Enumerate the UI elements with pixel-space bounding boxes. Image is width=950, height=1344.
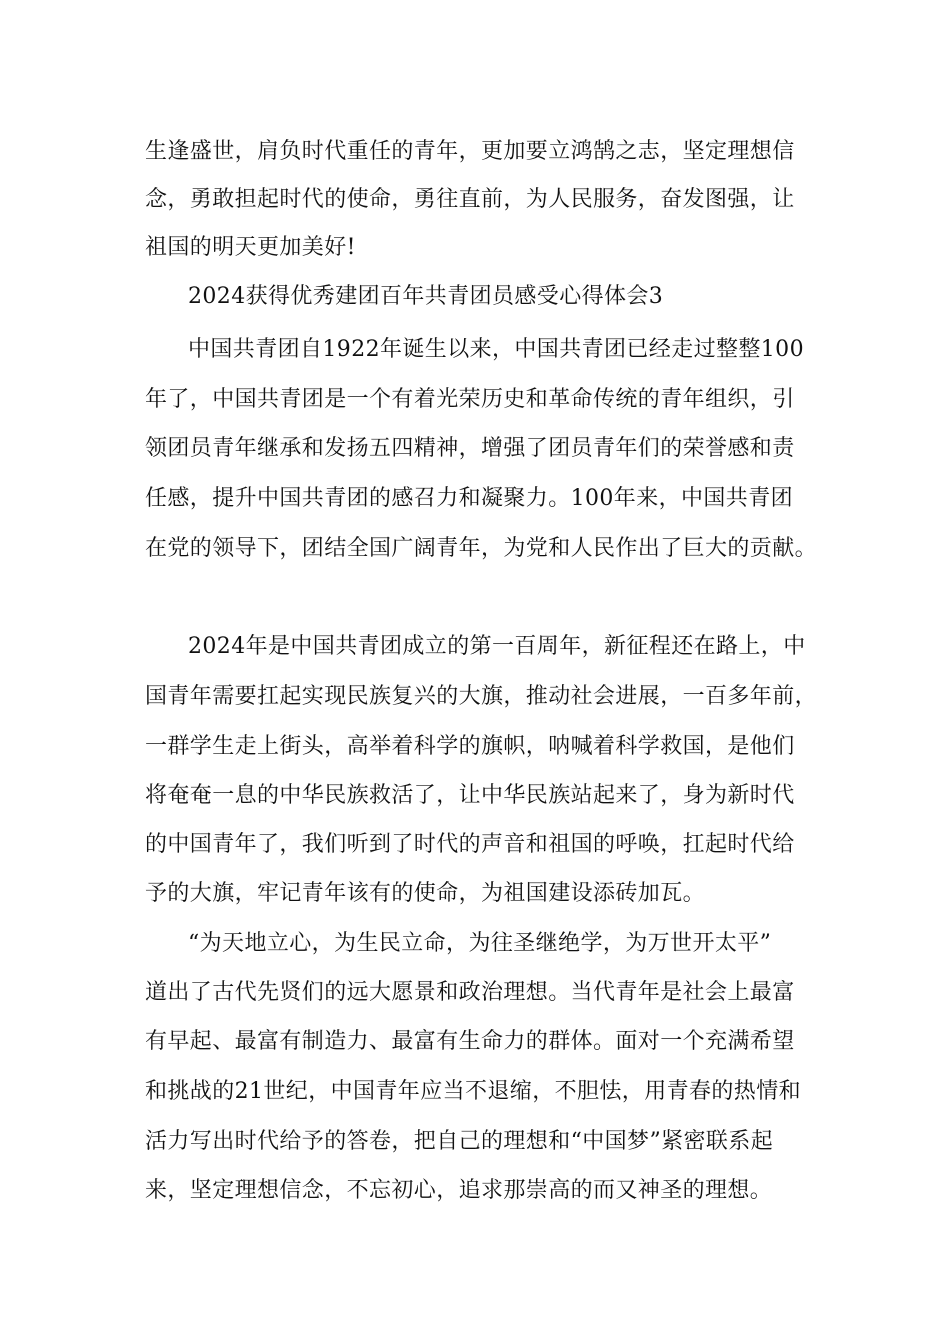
text-line: 和挑战的21世纪，中国青年应当不退缩，不胆怯，用青春的热情和 [145,1079,801,1104]
text-line: 一群学生走上街头，高举着科学的旗帜，呐喊着科学救国，是他们 [145,734,795,759]
text-line: 的中国青年了，我们听到了时代的声音和祖国的呼唤，扛起时代给 [145,832,795,857]
text-line: 予的大旗，牢记青年该有的使命，为祖国建设添砖加瓦。 [145,881,706,906]
text-line: 祖国的明天更加美好! [145,235,356,260]
text-line: 生逢盛世，肩负时代重任的青年，更加要立鸿鹄之志，坚定理想信 [145,139,795,164]
text-line: 中国共青团自1922年诞生以来，中国共青团已经走过整整100 [188,337,804,362]
section-heading: 2024获得优秀建团百年共青团员感受心得体会3 [188,284,664,309]
text-line: 2024年是中国共青团成立的第一百周年，新征程还在路上，中 [188,634,806,659]
text-line: 国青年需要扛起实现民族复兴的大旗，推动社会进展，一百多年前， [145,684,818,709]
text-line: 任感，提升中国共青团的感召力和凝聚力。100年来，中国共青团 [145,486,793,511]
text-line: “为天地立心，为生民立命，为往圣继绝学，为万世开太平” [188,931,772,956]
text-line: 年了，中国共青团是一个有着光荣历史和革命传统的青年组织，引 [145,387,795,412]
text-line: 来，坚定理想信念，不忘初心，追求那崇高的而又神圣的理想。 [145,1178,773,1203]
text-line: 领团员青年继承和发扬五四精神，增强了团员青年们的荣誉感和责 [145,436,795,461]
text-line: 有早起、最富有制造力、最富有生命力的群体。面对一个充满希望 [145,1029,795,1054]
text-line: 道出了古代先贤们的远大愿景和政治理想。当代青年是社会上最富 [145,980,795,1005]
text-line: 活力写出时代给予的答卷，把自己的理想和“中国梦”紧密联系起 [145,1129,774,1154]
text-line: 在党的领导下，团结全国广阔青年，为党和人民作出了巨大的贡献。 [145,536,818,561]
text-line: 将奄奄一息的中华民族救活了，让中华民族站起来了，身为新时代 [145,783,795,808]
text-line: 念，勇敢担起时代的使命，勇往直前，为人民服务，奋发图强，让 [145,187,795,212]
